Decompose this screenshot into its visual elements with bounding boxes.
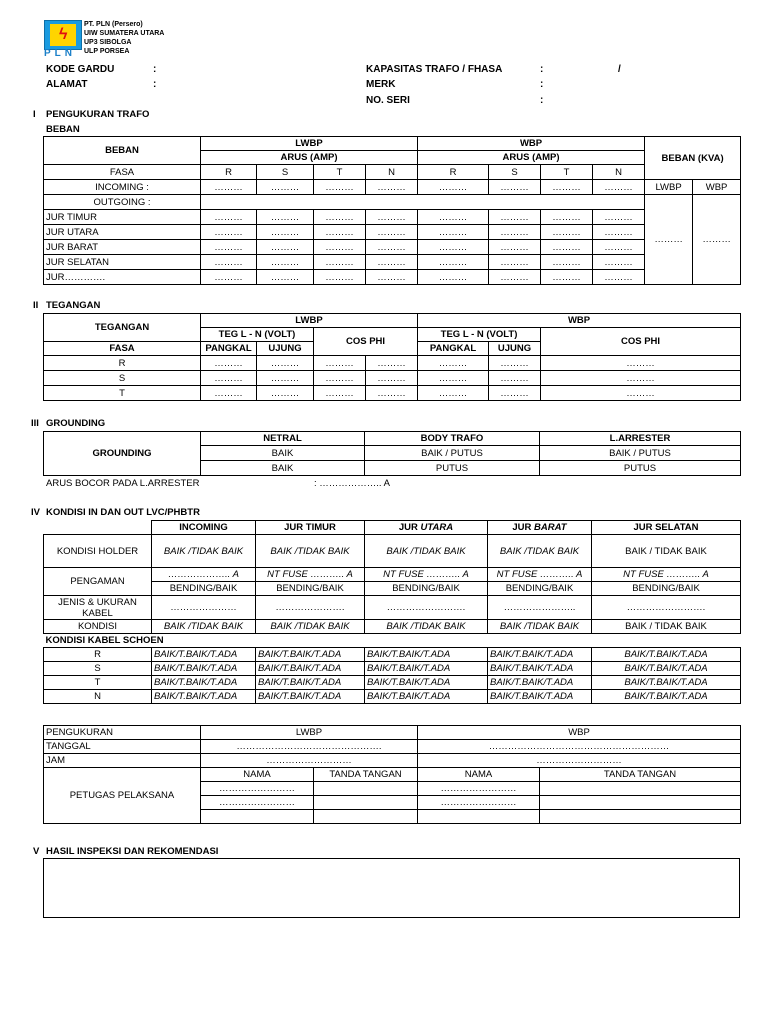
tegangan-header: TEGANGAN: [44, 314, 201, 342]
ttd-field[interactable]: [314, 782, 418, 796]
field[interactable]: ………: [489, 225, 541, 240]
nama-field[interactable]: ……………………: [418, 782, 540, 796]
row-jur-selatan: JUR SELATAN: [44, 255, 201, 270]
field[interactable]: ………: [314, 180, 366, 195]
kapasitas-slash: /: [618, 64, 621, 75]
field[interactable]: ………: [314, 225, 366, 240]
jenis-line-2: KABEL: [82, 607, 113, 619]
field[interactable]: ………: [366, 356, 418, 371]
field[interactable]: ………: [201, 371, 257, 386]
pengukuran-label: PENGUKURAN: [44, 726, 201, 740]
phase-r: R: [201, 165, 257, 180]
lightning-icon: ϟ: [59, 26, 68, 43]
field[interactable]: ………: [418, 386, 489, 401]
jam-lwbp-field[interactable]: ………………………: [201, 754, 418, 768]
schoen-field[interactable]: BAIK/T.BAIK/T.ADA: [256, 676, 365, 690]
field[interactable]: ………: [257, 210, 314, 225]
arrester-baik-putus[interactable]: BAIK / PUTUS: [540, 446, 741, 461]
section-5-number: V: [33, 846, 40, 857]
netral-baik-2[interactable]: BAIK: [201, 461, 365, 476]
col-barat-italic: BARAT: [534, 522, 567, 533]
beban-table: [43, 136, 741, 285]
field[interactable]: ………: [366, 180, 418, 195]
phase-r: R: [44, 356, 201, 371]
field[interactable]: ………: [201, 255, 257, 270]
tegangan-table: [43, 313, 741, 401]
company-unit: UIW SUMATERA UTARA: [84, 30, 165, 37]
phase-t: T: [44, 386, 201, 401]
jam-label: JAM: [44, 754, 201, 768]
field[interactable]: ………: [541, 386, 741, 401]
arrester-putus[interactable]: PUTUS: [540, 461, 741, 476]
kondisi-field[interactable]: BAIK /TIDAK BAIK: [152, 620, 256, 634]
pln-logo: [44, 20, 82, 50]
field[interactable]: ………: [314, 270, 366, 285]
cos-wbp-header: COS PHI: [541, 328, 741, 356]
alamat-colon: :: [153, 79, 157, 90]
alamat-label: ALAMAT: [46, 79, 88, 90]
section-1-subtitle: BEBAN: [46, 124, 80, 135]
field[interactable]: ………: [489, 180, 541, 195]
phase-t: T: [44, 676, 152, 690]
ttd-field[interactable]: [540, 810, 741, 824]
field[interactable]: ………: [257, 270, 314, 285]
ttd-header: TANDA TANGAN: [540, 768, 741, 782]
field[interactable]: ………: [489, 356, 541, 371]
schoen-field[interactable]: BAIK/T.BAIK/T.ADA: [152, 648, 256, 662]
ttd-field[interactable]: [540, 796, 741, 810]
kode-gardu-colon: :: [153, 64, 157, 75]
tanggal-wbp-field[interactable]: …………………………………………………: [418, 740, 741, 754]
wbp-header: WBP: [418, 314, 741, 328]
body-baik-putus[interactable]: BAIK / PUTUS: [365, 446, 540, 461]
field[interactable]: ………: [257, 180, 314, 195]
section-5-title: HASIL INSPEKSI DAN REKOMENDASI: [46, 846, 219, 857]
bending-field[interactable]: BENDING/BAIK: [256, 582, 365, 596]
incoming-label: INCOMING :: [44, 180, 201, 195]
field[interactable]: ………: [489, 270, 541, 285]
col-jur-barat: [488, 521, 592, 535]
jam-wbp-field[interactable]: ………………………: [418, 754, 741, 768]
nama-field[interactable]: [201, 810, 314, 824]
field[interactable]: ………: [489, 210, 541, 225]
fuse-field[interactable]: NT FUSE ……….. A: [488, 568, 592, 582]
schoen-field[interactable]: BAIK/T.BAIK/T.ADA: [365, 690, 488, 704]
kva-lwbp-field[interactable]: ………: [645, 195, 693, 285]
col-incoming: INCOMING: [152, 521, 256, 535]
field[interactable]: ………: [366, 240, 418, 255]
field[interactable]: ………: [418, 225, 489, 240]
tanggal-lwbp-field[interactable]: ……………………………………….: [201, 740, 418, 754]
phase-s: S: [489, 165, 541, 180]
body-trafo-header: BODY TRAFO: [365, 432, 540, 446]
field[interactable]: ………: [593, 255, 645, 270]
phase-n: N: [366, 165, 418, 180]
lwbp-header: LWBP: [201, 314, 418, 328]
section-1-number: I: [33, 109, 36, 120]
field[interactable]: ………: [314, 255, 366, 270]
field[interactable]: ………: [201, 210, 257, 225]
kapasitas-colon: :: [540, 64, 544, 75]
field[interactable]: ………: [418, 240, 489, 255]
pengaman-label: PENGAMAN: [44, 568, 152, 596]
logo-text: PLN: [44, 48, 76, 59]
fuse-field[interactable]: NT FUSE ……….. A: [592, 568, 741, 582]
field[interactable]: ………: [593, 225, 645, 240]
ujung-header: UJUNG: [489, 342, 541, 356]
ujung-header: UJUNG: [257, 342, 314, 356]
schoen-field[interactable]: BAIK/T.BAIK/T.ADA: [365, 648, 488, 662]
row-jur-other: JUR………….: [44, 270, 201, 285]
field[interactable]: ………: [541, 210, 593, 225]
rekomendasi-box[interactable]: [43, 858, 740, 918]
section-4-number: IV: [31, 507, 40, 518]
nama-field[interactable]: [418, 810, 540, 824]
schoen-field[interactable]: BAIK/T.BAIK/T.ADA: [488, 690, 592, 704]
field[interactable]: ………: [418, 210, 489, 225]
jenis-field[interactable]: …………………….: [365, 596, 488, 620]
holder-label: KONDISI HOLDER: [44, 535, 152, 568]
field[interactable]: ………: [201, 240, 257, 255]
section-3-title: GROUNDING: [46, 418, 106, 429]
holder-field[interactable]: BAIK /TIDAK BAIK: [365, 535, 488, 568]
schoen-field[interactable]: BAIK/T.BAIK/T.ADA: [152, 676, 256, 690]
petugas-label: PETUGAS PELAKSANA: [44, 768, 201, 824]
phase-s: S: [44, 662, 152, 676]
pengaman-field[interactable]: ……………….. A: [152, 568, 256, 582]
fuse-field[interactable]: NT FUSE ……….. A: [365, 568, 488, 582]
field[interactable]: ………: [489, 255, 541, 270]
ttd-field[interactable]: [540, 782, 741, 796]
section-3-number: III: [31, 418, 39, 429]
schoen-field[interactable]: BAIK/T.BAIK/T.ADA: [152, 662, 256, 676]
field[interactable]: ………: [314, 386, 366, 401]
holder-field[interactable]: BAIK /TIDAK BAIK: [488, 535, 592, 568]
cos-lwbp-header: COS PHI: [314, 328, 418, 356]
merk-colon: :: [540, 79, 544, 90]
netral-header: NETRAL: [201, 432, 365, 446]
schoen-field[interactable]: BAIK/T.BAIK/T.ADA: [592, 676, 741, 690]
kva-wbp-label: WBP: [693, 180, 741, 195]
schoen-field[interactable]: BAIK/T.BAIK/T.ADA: [488, 676, 592, 690]
pengukuran-wbp: WBP: [418, 726, 741, 740]
netral-baik[interactable]: BAIK: [201, 446, 365, 461]
row-jur-utara: JUR UTARA: [44, 225, 201, 240]
fuse-field[interactable]: NT FUSE ……….. A: [256, 568, 365, 582]
jenis-line-1: JENIS & UKURAN: [58, 596, 137, 608]
kode-gardu-label: KODE GARDU: [46, 64, 115, 75]
field[interactable]: ………: [593, 210, 645, 225]
col-jur-prefix: JUR: [512, 522, 532, 533]
pengukuran-lwbp: LWBP: [201, 726, 418, 740]
nama-field[interactable]: ……………………: [201, 796, 314, 810]
kondisi-label: KONDISI: [44, 620, 152, 634]
company-ulp: ULP PORSEA: [84, 48, 130, 55]
phase-t: T: [541, 165, 593, 180]
field[interactable]: ………: [418, 371, 489, 386]
phase-t: T: [314, 165, 366, 180]
outgoing-blank: [201, 195, 645, 210]
row-jur-barat: JUR BARAT: [44, 240, 201, 255]
field[interactable]: ………: [257, 371, 314, 386]
phase-s: S: [44, 371, 201, 386]
field[interactable]: ………: [201, 225, 257, 240]
holder-field[interactable]: BAIK /TIDAK BAIK: [152, 535, 256, 568]
wbp-header: WBP: [418, 137, 645, 151]
field[interactable]: ………: [201, 386, 257, 401]
fasa-label: FASA: [44, 165, 201, 180]
body-putus[interactable]: PUTUS: [365, 461, 540, 476]
schoen-field[interactable]: BAIK/T.BAIK/T.ADA: [365, 662, 488, 676]
section-2-number: II: [33, 300, 39, 311]
fasa-label: FASA: [44, 342, 201, 356]
section-2-title: TEGANGAN: [46, 300, 101, 311]
arrester-header: L.ARRESTER: [540, 432, 741, 446]
col-utara-italic: UTARA: [420, 522, 454, 533]
kva-wbp-field[interactable]: ………: [693, 195, 741, 285]
field[interactable]: ………: [257, 356, 314, 371]
field[interactable]: ………: [366, 225, 418, 240]
merk-label: MERK: [366, 79, 396, 90]
field[interactable]: ………: [541, 371, 741, 386]
nama-header: NAMA: [201, 768, 314, 782]
schoen-field[interactable]: BAIK/T.BAIK/T.ADA: [488, 648, 592, 662]
arus-wbp-header: ARUS (AMP): [418, 151, 645, 165]
nama-header: NAMA: [418, 768, 540, 782]
field[interactable]: ………: [541, 240, 593, 255]
kapasitas-label: KAPASITAS TRAFO / FHASA: [366, 64, 503, 75]
field[interactable]: ………: [366, 371, 418, 386]
ttd-header: TANDA TANGAN: [314, 768, 418, 782]
field[interactable]: ………: [257, 240, 314, 255]
no-seri-label: NO. SERI: [366, 95, 410, 106]
schoen-field[interactable]: BAIK/T.BAIK/T.ADA: [365, 676, 488, 690]
field[interactable]: ………: [593, 270, 645, 285]
nama-field[interactable]: ……………………: [418, 796, 540, 810]
schoen-field[interactable]: BAIK/T.BAIK/T.ADA: [256, 690, 365, 704]
kondisi-field[interactable]: BAIK /TIDAK BAIK: [488, 620, 592, 634]
field[interactable]: ………: [489, 386, 541, 401]
field[interactable]: ………: [257, 255, 314, 270]
kondisi-field[interactable]: BAIK /TIDAK BAIK: [256, 620, 365, 634]
field[interactable]: ………: [366, 255, 418, 270]
kva-lwbp-label: LWBP: [645, 180, 693, 195]
field[interactable]: ………: [314, 240, 366, 255]
field[interactable]: ………: [541, 225, 593, 240]
phase-s: S: [257, 165, 314, 180]
col-jur-utara: [365, 521, 488, 535]
bending-field[interactable]: BENDING/BAIK: [488, 582, 592, 596]
field[interactable]: ………: [366, 210, 418, 225]
field[interactable]: ………: [541, 180, 593, 195]
jenis-field[interactable]: …………………..: [488, 596, 592, 620]
nama-field[interactable]: ……………………: [201, 782, 314, 796]
holder-field[interactable]: BAIK / TIDAK BAIK: [592, 535, 741, 568]
jenis-field[interactable]: …………………….: [592, 596, 741, 620]
teg-wbp-header: TEG L - N (VOLT): [418, 328, 541, 342]
arus-lwbp-header: ARUS (AMP): [201, 151, 418, 165]
company-up3: UP3 SIBOLGA: [84, 39, 132, 46]
field[interactable]: ………: [418, 255, 489, 270]
jenis-field[interactable]: …………………: [152, 596, 256, 620]
teg-lwbp-header: TEG L - N (VOLT): [201, 328, 314, 342]
field[interactable]: ………: [314, 371, 366, 386]
phase-n: N: [44, 690, 152, 704]
section-4-title: KONDISI IN DAN OUT LVC/PHBTR: [46, 507, 200, 518]
company-name: PT. PLN (Persero): [84, 21, 143, 28]
bending-field[interactable]: BENDING/BAIK: [592, 582, 741, 596]
schoen-field[interactable]: BAIK/T.BAIK/T.ADA: [152, 690, 256, 704]
kondisi-field[interactable]: BAIK / TIDAK BAIK: [592, 620, 741, 634]
col-jur-timur: JUR TIMUR: [256, 521, 365, 535]
phase-r: R: [418, 165, 489, 180]
field[interactable]: ………: [489, 240, 541, 255]
field[interactable]: ………: [201, 180, 257, 195]
field[interactable]: ………: [541, 270, 593, 285]
lwbp-header: LWBP: [201, 137, 418, 151]
kondisi-field[interactable]: BAIK /TIDAK BAIK: [365, 620, 488, 634]
jenis-field[interactable]: ………………….: [256, 596, 365, 620]
field[interactable]: ………: [257, 386, 314, 401]
phase-n: N: [593, 165, 645, 180]
beban-header: BEBAN: [44, 137, 201, 165]
ttd-field[interactable]: [314, 810, 418, 824]
petugas-table: [43, 725, 741, 824]
schoen-field[interactable]: BAIK/T.BAIK/T.ADA: [256, 662, 365, 676]
outgoing-label: OUTGOING :: [44, 195, 201, 210]
row-jur-timur: JUR TIMUR: [44, 210, 201, 225]
schoen-field[interactable]: BAIK/T.BAIK/T.ADA: [592, 648, 741, 662]
pangkal-header: PANGKAL: [418, 342, 489, 356]
field[interactable]: ………: [257, 225, 314, 240]
field[interactable]: ………: [489, 371, 541, 386]
field[interactable]: ………: [314, 210, 366, 225]
beban-kva-header: BEBAN (KVA): [645, 137, 741, 180]
tanggal-label: TANGGAL: [44, 740, 201, 754]
ttd-field[interactable]: [314, 796, 418, 810]
arus-bocor-label: ARUS BOCOR PADA L.ARRESTER: [46, 478, 200, 489]
field[interactable]: ………: [418, 180, 489, 195]
field[interactable]: ………: [541, 255, 593, 270]
col-jur-prefix: JUR: [398, 522, 418, 533]
jenis-label: [44, 596, 152, 620]
corner-blank: [44, 521, 152, 535]
company-block: [84, 20, 164, 56]
phase-r: R: [44, 648, 152, 662]
schoen-header: KONDISI KABEL SCHOEN: [45, 635, 164, 646]
field[interactable]: ………: [593, 180, 645, 195]
grounding-header: GROUNDING: [44, 432, 201, 476]
schoen-field[interactable]: BAIK/T.BAIK/T.ADA: [592, 662, 741, 676]
schoen-field[interactable]: BAIK/T.BAIK/T.ADA: [488, 662, 592, 676]
field[interactable]: ………: [418, 356, 489, 371]
kondisi-table: [43, 520, 741, 704]
field[interactable]: ………: [201, 356, 257, 371]
col-jur-selatan: JUR SELATAN: [592, 521, 741, 535]
holder-field[interactable]: BAIK /TIDAK BAIK: [256, 535, 365, 568]
field[interactable]: ………: [314, 356, 366, 371]
grounding-table: [43, 431, 741, 476]
field[interactable]: ………: [541, 356, 741, 371]
schoen-field[interactable]: BAIK/T.BAIK/T.ADA: [256, 648, 365, 662]
field[interactable]: ………: [366, 270, 418, 285]
bending-field[interactable]: BENDING/BAIK: [152, 582, 256, 596]
field[interactable]: ………: [418, 270, 489, 285]
no-seri-colon: :: [540, 95, 544, 106]
field[interactable]: ………: [593, 240, 645, 255]
bending-field[interactable]: BENDING/BAIK: [365, 582, 488, 596]
schoen-field[interactable]: BAIK/T.BAIK/T.ADA: [592, 690, 741, 704]
pangkal-header: PANGKAL: [201, 342, 257, 356]
section-1-title: PENGUKURAN TRAFO: [46, 109, 150, 120]
field[interactable]: ………: [366, 386, 418, 401]
arus-bocor-field[interactable]: : ……………….. A: [314, 478, 391, 489]
field[interactable]: ………: [201, 270, 257, 285]
